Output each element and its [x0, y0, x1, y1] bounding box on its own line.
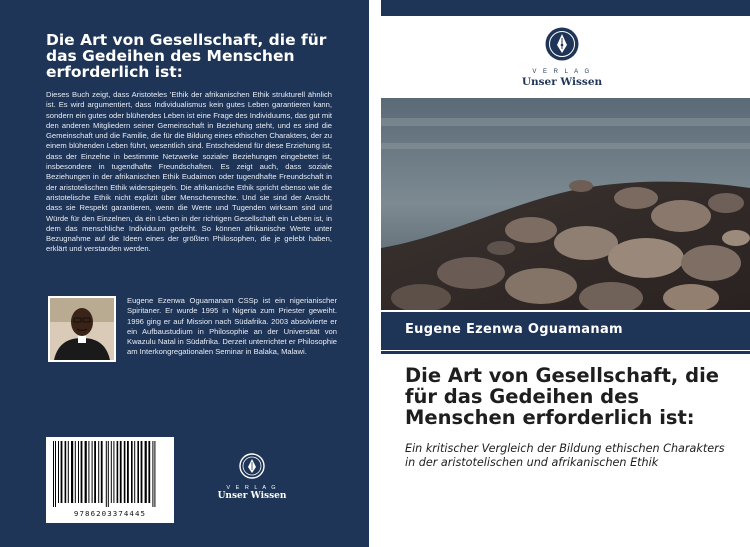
- author-portrait: [48, 296, 116, 362]
- publisher-emblem-icon: [544, 26, 580, 62]
- publisher-verlag: V E R L A G: [226, 485, 278, 491]
- back-cover-title: Die Art von Gesellschaft, die für das Gedeihen des Menschen erforderlich ist:: [46, 31, 327, 81]
- author-bio: Eugene Ezenwa Oguamanam CSSp ist ein nigerianischer Spiritaner. Er wurde 1995 in Nigeria zum Priester geweiht. 1996 ging er auf Mission nach Südafrika. 2003 absolvierte er ein Aufbaustudium in Philosophie an der Universität von Kwazulu Natal in Südafrika. Derzeit unterrichtet er Philosophie am Interkongregationalen Seminar in Balaka, Malawi.: [127, 296, 337, 357]
- publisher-verlag: V E R L A G: [532, 69, 592, 75]
- front-author-name: Eugene Ezenwa Oguamanam: [405, 322, 623, 337]
- divider: [381, 351, 750, 354]
- front-top-bar: [381, 0, 750, 16]
- front-subtitle: Ein kritischer Vergleich der Bildung ethischen Charakters in der aristotelischen und afrikanischen Ethik: [405, 442, 725, 469]
- back-publisher-logo: [212, 453, 292, 501]
- isbn-number: 9786203374445: [73, 509, 147, 518]
- spine: [369, 0, 381, 547]
- front-publisher-logo: [512, 26, 612, 88]
- publisher-emblem-icon: [239, 453, 265, 479]
- publisher-name: Unser Wissen: [521, 76, 603, 88]
- front-title: Die Art von Gesellschaft, die für das Gedeihen des Menschen erforderlich ist:: [405, 364, 719, 429]
- isbn-barcode: [46, 437, 174, 523]
- cover-photo-rocks-and-water: [381, 98, 750, 310]
- back-cover: [0, 0, 369, 547]
- publisher-name: Unser Wissen: [217, 491, 287, 501]
- back-cover-blurb: Dieses Buch zeigt, dass Aristoteles 'Ethik der afrikanischen Ethik strukturell ähnlich ist. Es wird argumentiert, dass Individualismus kein gutes Leben garantieren kann, sondern ein gutes oder blühendes Leben ist eine Frage des Individuums, das gut mit den anderen Mitgliedern seiner Gemeinschaft in Beziehung steht, und es sind die Gemeinschaft und die Familie, die für die Bildung eines ethischen Charakters, der zu einem blühenden Leben führt, wesentlich sind. Entscheidend für diese Erziehung ist, dass der Einzelne in bestimmte Netzwerke sozialer Beziehungen eingebettet ist, insbesondere in tugendhafte Freundschaften. Es zeigt auch, dass soziale Beziehungen in der afrikanischen Ethik Eudaimon oder tugendhafte Freundschaft in der aristotelischen Ethik widerspiegeln. Die afrikanische Ethik spricht ebenso wie die aristotelische Ethik nicht explizit über Menschenrechte. Und sie sind der Ansicht, dass sie Respekt garantieren, wenn die Werte und Tugenden wirksam sind und Würde für den Einzelnen, da ein Leben in der richtigen Gesellschaft ein Leben ist, in dem das menschliche Individuum gedeiht. So können afrikanische Werte unter Bezugnahme auf die Ideen eines der größten Philosophen, die je gelebt haben, erklärt und verstanden werden.: [46, 90, 332, 254]
- author-band: [381, 312, 750, 350]
